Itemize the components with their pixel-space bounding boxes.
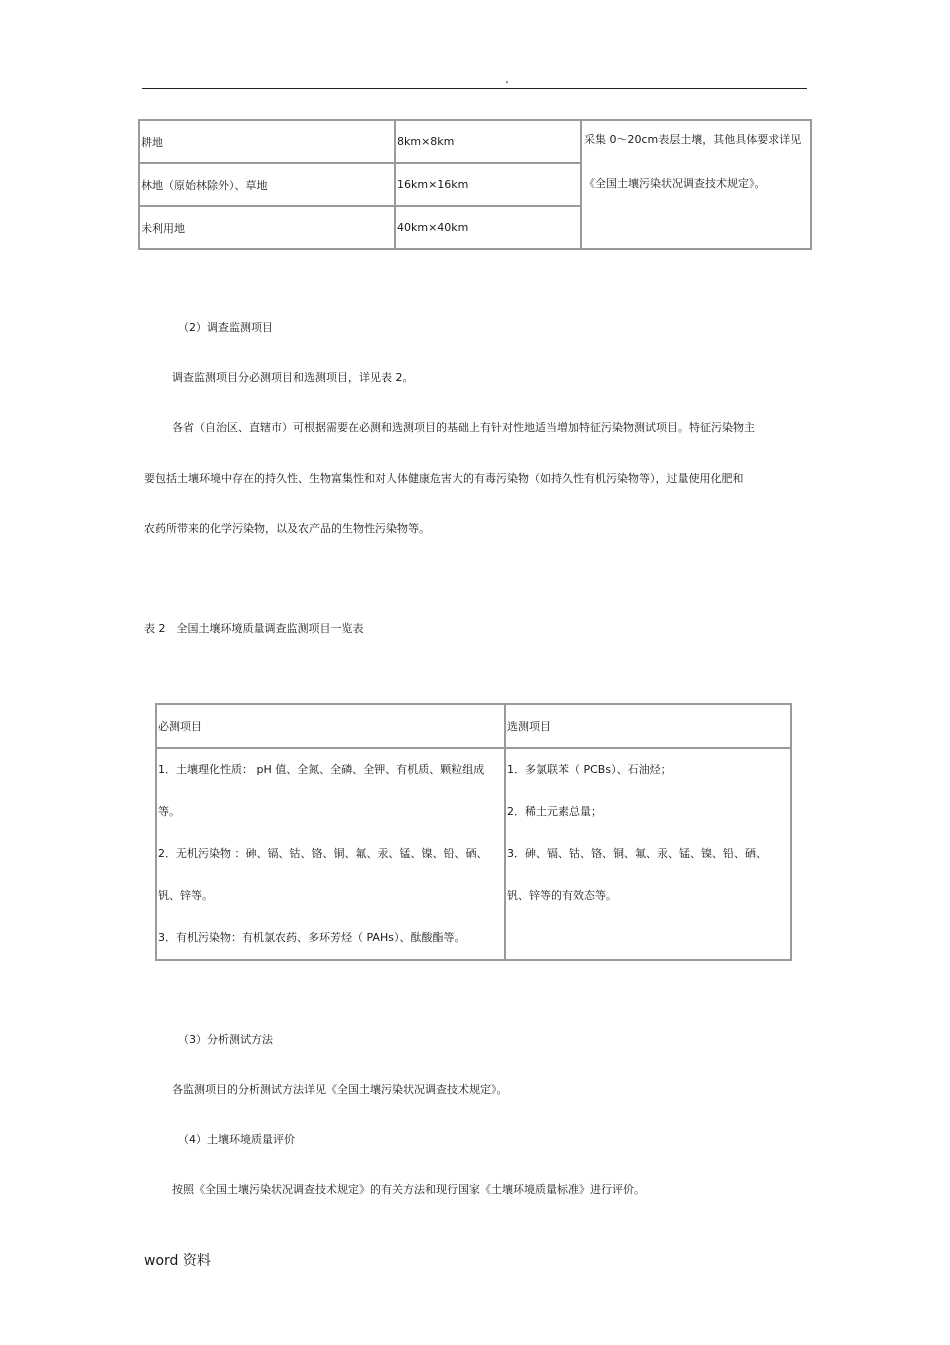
table-cell-sampling-note bbox=[581, 120, 811, 249]
monitoring-items-table bbox=[155, 703, 792, 961]
section-4-heading: （4）土壤环境质量评价 bbox=[178, 1133, 295, 1146]
table-row bbox=[156, 748, 791, 960]
table-cell-grid-size: 16km×16km bbox=[395, 163, 581, 206]
optional-item-line: 1．多氯联苯（ PCBs）、石油烃； bbox=[507, 763, 672, 776]
sampling-note-line-1: 采集 0～20cm表层土壤，其他具体要求详见 bbox=[584, 133, 802, 146]
required-items-cell bbox=[156, 748, 505, 960]
column-header-optional: 选测项目 bbox=[505, 704, 791, 748]
sampling-note-line-2: 《全国土壤污染状况调查技术规定》。 bbox=[584, 177, 766, 190]
table-cell-grid-size: 8km×8km bbox=[395, 120, 581, 163]
optional-items-cell bbox=[505, 748, 791, 960]
table-cell-land-type: 未利用地 bbox=[139, 206, 395, 249]
required-item-line: 钒、锌等。 bbox=[158, 889, 213, 902]
table-cell-grid-size: 40km×40km bbox=[395, 206, 581, 249]
header-rule bbox=[142, 88, 807, 89]
header-mark: . bbox=[505, 72, 509, 86]
section-4-paragraph: 按照《全国土壤污染状况调查技术规定》的有关方法和现行国家《土壤环境质量标准》进行评价。 bbox=[172, 1183, 645, 1196]
section-2-paragraph-2-line-1: 各省（自治区、直辖市）可根据需要在必测和选测项目的基础上有针对性地适当增加特征污染物测试项目。特征污染物主 bbox=[172, 421, 755, 434]
required-item-line: 等。 bbox=[158, 805, 180, 818]
table-2-caption: 表 2 全国土壤环境质量调查监测项目一览表 bbox=[144, 622, 364, 635]
column-header-required: 必测项目 bbox=[156, 704, 505, 748]
required-item-line: 1．土壤理化性质： pH 值、全氮、全磷、全钾、有机质、颗粒组成 bbox=[158, 763, 485, 776]
table-cell-land-type: 耕地 bbox=[139, 120, 395, 163]
table-header-row bbox=[156, 704, 791, 748]
section-2-paragraph-1: 调查监测项目分必测项目和选测项目，详见表 2。 bbox=[172, 371, 414, 384]
section-3-heading: （3）分析测试方法 bbox=[178, 1033, 273, 1046]
optional-item-line: 钒、锌等的有效态等。 bbox=[507, 889, 617, 902]
section-3-paragraph: 各监测项目的分析测试方法详见《全国土壤污染状况调查技术规定》。 bbox=[172, 1083, 508, 1096]
sampling-density-table bbox=[138, 119, 812, 250]
optional-item-line: 2．稀土元素总量； bbox=[507, 805, 602, 818]
required-item-line: 3．有机污染物：有机氯农药、多环芳烃（ PAHs）、酞酸酯等。 bbox=[158, 931, 466, 944]
optional-item-line: 3．砷、镉、钴、铬、铜、氟、汞、锰、镍、铅、硒、 bbox=[507, 847, 767, 860]
table-row bbox=[139, 120, 811, 163]
footer-label: word 资料 bbox=[144, 1253, 211, 1269]
required-item-line: 2．无机污染物 ：砷、镉、钴、铬、铜、氟、汞、锰、镍、铅、硒、 bbox=[158, 847, 488, 860]
table-cell-land-type: 林地（原始林除外）、草地 bbox=[139, 163, 395, 206]
section-2-heading: （2）调查监测项目 bbox=[178, 321, 273, 334]
section-2-paragraph-2-line-3: 农药所带来的化学污染物，以及农产品的生物性污染物等。 bbox=[144, 522, 430, 535]
section-2-paragraph-2-line-2: 要包括土壤环境中存在的持久性、生物富集性和对人体健康危害大的有毒污染物（如持久性有机污染物等），过量使用化肥和 bbox=[144, 472, 744, 485]
